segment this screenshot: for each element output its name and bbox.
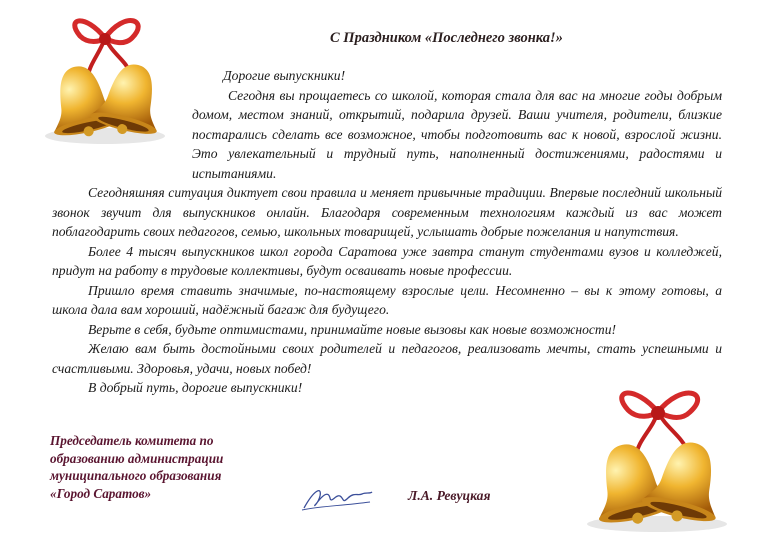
letter-paragraph: Более 4 тысяч выпускников школ города Саратова уже завтра станут студентами вузов и колледжей, придут на работу в трудовые коллективы, будут осваивать новые профессии. [52, 243, 722, 278]
chair-line: Председатель комитета по [50, 433, 214, 448]
chair-title [50, 432, 223, 502]
letter-paragraph: Желаю вам быть достойными своих родителей и педагогов, реализовать мечты, стать успешными и счастливыми. Здоровья, удачи, новых побед! [52, 341, 722, 376]
letter-paragraph: Сегодня вы прощаетесь со школой, которая стала для вас на многие годы добрым домом, местом знаний, открытий, подарила друзей. Ваши учителя, родители, близкие постарались сделать все возможное, чтобы подготовить вас к новой, взрослой жизни. Это увлекательный и трудный путь, наполненный достижениями, радостями и испытаниями. [192, 87, 722, 181]
signature-icon [300, 482, 375, 516]
letter-paragraph: В добрый путь, дорогие выпускники! [88, 380, 303, 395]
signer-name: Л.А. Ревуцкая [408, 488, 491, 503]
letter-paragraph: Сегодняшняя ситуация диктует свои правила и меняет привычные традиции. Впервые последний школьный звонок звучит для выпускников онлайн. Благодаря современным технологиям каждый из вас может поблагодарить своих педагогов, семью, школьных товарищей, услышать добрые пожелания и напутствия. [52, 185, 722, 239]
bells-icon [572, 378, 742, 534]
letter-greeting: Дорогие выпускники! [223, 68, 346, 83]
letter-paragraph: Пришло время ставить значимые, по-настоящему взрослые цели. Несомненно – вы к этому готовы, а школа дала вам хороший, надёжный багаж для будущего. [52, 282, 722, 317]
page-title: С Праздником «Последнего звонка!» [330, 30, 563, 46]
letter-paragraph: Верьте в себя, будьте оптимистами, принимайте новые вызовы как новые возможности! [88, 321, 617, 337]
chair-line: «Город Саратов» [50, 485, 152, 501]
chair-line: образованию администрации [50, 450, 224, 466]
bells-space [52, 66, 192, 165]
letter-body [52, 66, 722, 398]
chair-line: муниципального образования [50, 468, 222, 483]
